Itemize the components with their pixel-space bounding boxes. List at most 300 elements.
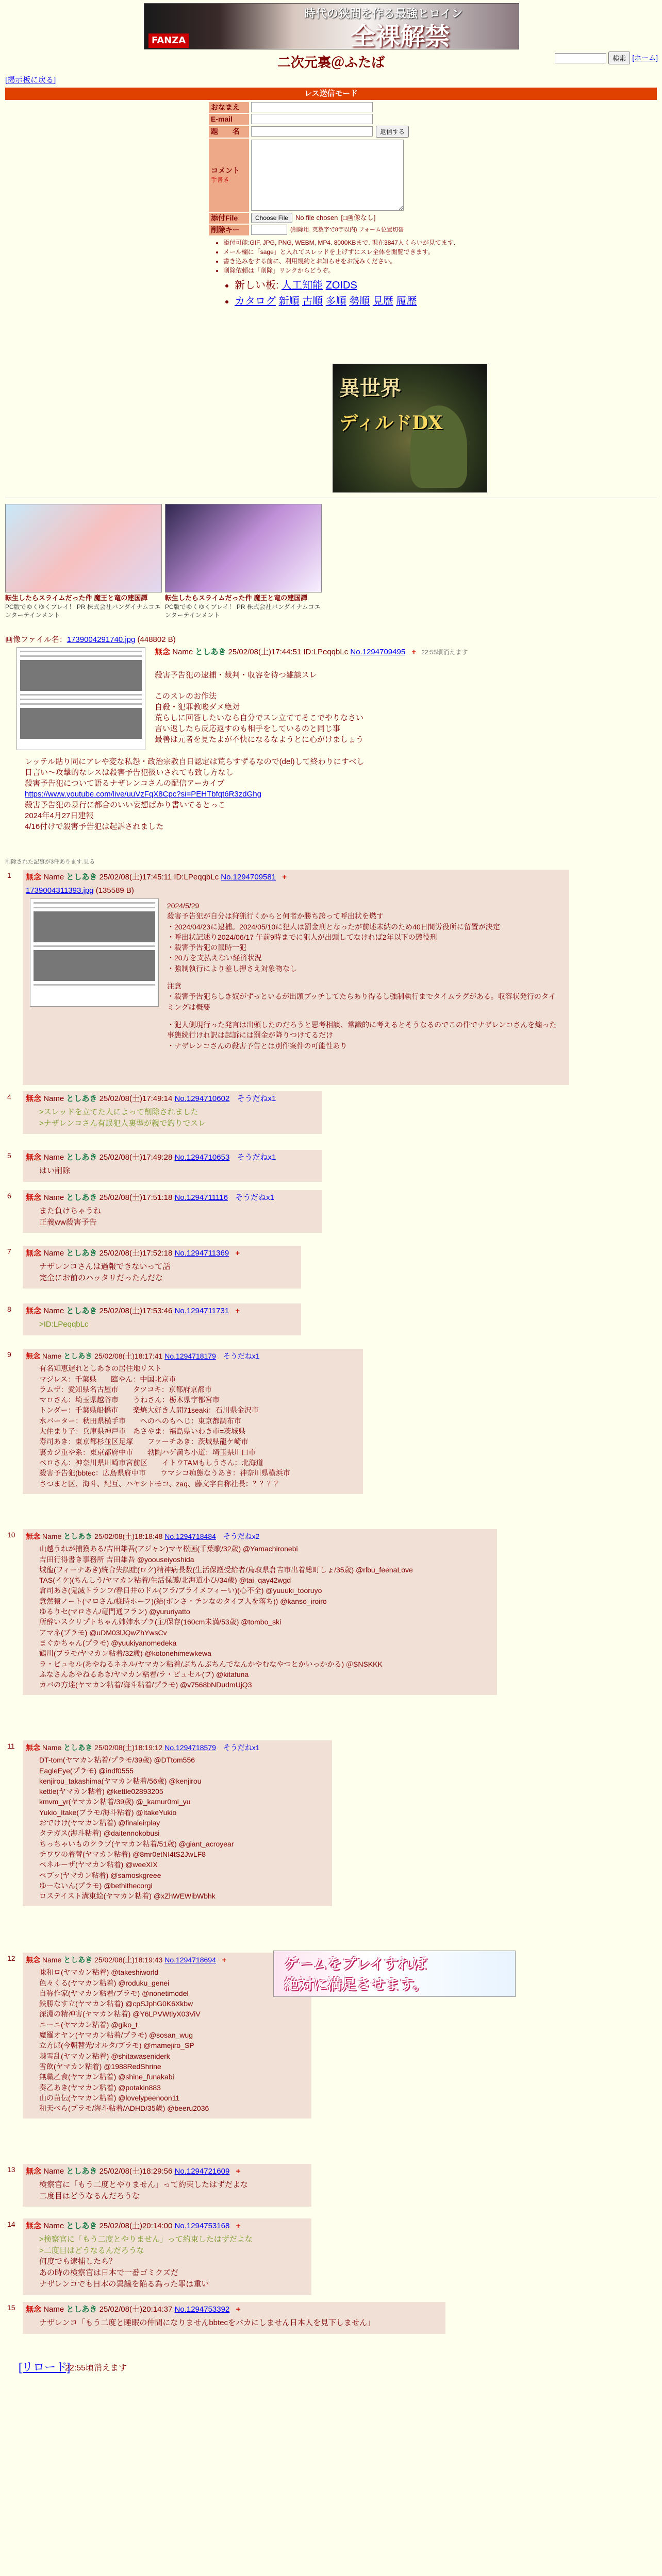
- reply-name: としあき: [66, 2305, 97, 2314]
- nav-many[interactable]: 多順: [325, 296, 346, 308]
- op-delete-button[interactable]: +: [411, 648, 417, 656]
- op-file-link[interactable]: 1739004291740.jpg: [67, 635, 136, 644]
- reply-body: [23, 2164, 311, 2207]
- soudane-button[interactable]: そうだねx1: [237, 1094, 276, 1103]
- reply-index: 9: [7, 1350, 11, 1359]
- reply-mode-bar: レス送信モード: [5, 88, 657, 100]
- delkey-field[interactable]: [251, 225, 287, 235]
- reply-line: ・殺害予告犯の鼠時一犯: [167, 943, 246, 952]
- reply-line: 深淵の精神害(ヤマカン粘着) @Y6LPVWtlyX03ViV: [39, 2010, 201, 2019]
- promo-card[interactable]: [5, 504, 162, 619]
- reply-quote: >スレッドを立てた人によって削除されました: [39, 1107, 198, 1116]
- reply-plus-button[interactable]: +: [236, 2222, 241, 2230]
- reply-line: 山の苗伝(ヤマカン粘着) @lovelypeenoon11: [39, 2093, 180, 2102]
- reply-number[interactable]: No.1294710602: [174, 1094, 230, 1103]
- reply-number[interactable]: No.1294718579: [164, 1743, 216, 1752]
- reply-body: [23, 1529, 497, 1695]
- reply-line: 無職乙食(ヤマカン粘着) @shine_funakabi: [39, 2073, 174, 2081]
- reply-line: 山越うねが捕獲ある/吉田雄吾(アジャン)マヤ松画(千葉歌/32歳) @Yamachironebi: [39, 1545, 298, 1553]
- reply-post: [7, 1953, 311, 2119]
- reply-file-link[interactable]: 1739004311393.jpg: [26, 886, 94, 895]
- reply-header: [26, 2221, 304, 2232]
- file-label: 添付File: [209, 213, 249, 224]
- reply-line: kettle(ヤマカン粘着) @kettle02893205: [39, 1787, 163, 1796]
- name-label: おなまえ: [209, 102, 249, 113]
- name-field[interactable]: [251, 102, 373, 112]
- reply-line: ちっちゃいものクラブ(ヤマカン粘着/51歳) @giant_acroyear: [39, 1839, 234, 1848]
- reply-post: [7, 1246, 301, 1289]
- reply-index: 14: [7, 2220, 15, 2228]
- email-field[interactable]: [251, 114, 373, 124]
- reply-line: ロステイスト溝東絵(ヤマカン粘着) @xZhWEWibWbhk: [39, 1892, 216, 1901]
- soudane-button[interactable]: そうだねx2: [223, 1532, 260, 1540]
- op-line: 2024年4月27日建報: [25, 811, 94, 820]
- reply-line: 完全にお前のハッタリだったんだな: [39, 1273, 163, 1282]
- submit-button[interactable]: 返信する: [376, 126, 409, 138]
- reply-body: [23, 1150, 322, 1182]
- reply-index: 4: [7, 1093, 11, 1101]
- promo-image: [5, 504, 162, 592]
- op-line: レッテル貼り同にアレや変な私怨・政治宗教自日認定は荒らすずるなので(del)して終わりにすべし: [25, 757, 365, 766]
- reply-plus-button[interactable]: +: [222, 1956, 226, 1964]
- new-boards-label: 新しい板:: [235, 280, 279, 292]
- reply-name-label: Name: [42, 1532, 62, 1540]
- deleted-posts-note[interactable]: 削除された記事が3件あります.見る: [5, 859, 95, 865]
- form-notes: [217, 239, 456, 275]
- reply-quote: >ナザレンコさん有誤犯人裏型が親で釣りでスレ: [39, 1118, 206, 1128]
- reply-subject: 無念: [26, 1193, 42, 1202]
- reply-quote: >検察官に「もう二度とやりません」って約束したはずだよな: [39, 2234, 253, 2244]
- reply-number[interactable]: No.1294711369: [174, 1249, 229, 1258]
- reply-subject: 無念: [26, 1352, 40, 1360]
- op-line: このスレのお作法: [155, 692, 217, 701]
- subject-field[interactable]: [251, 126, 373, 137]
- banner-tagline: 時代の狭間を作る最強ヒロイン: [304, 7, 463, 21]
- reply-index: 11: [7, 1742, 15, 1750]
- form-note: • 書き込みをする前に、利用規約とお知らせをお読みください。: [223, 257, 456, 265]
- reply-line: [167, 1012, 559, 1020]
- reply-body: [23, 1246, 301, 1289]
- reply-name: としあき: [63, 1743, 93, 1752]
- reply-header: [26, 1351, 356, 1361]
- reply-body: [23, 1349, 363, 1494]
- reply-line: 奏乙あき(ヤマカン粘着) @potakin883: [39, 2083, 161, 2092]
- file-status: No file chosen: [295, 214, 338, 222]
- reply-line: kenjirou_takashima(ヤマカン粘着/56歳) @kenjirou: [39, 1776, 202, 1785]
- reply-header: [26, 1152, 315, 1163]
- op-file-size: (448802 B): [137, 635, 176, 644]
- reply-name: としあき: [66, 2167, 97, 2176]
- reply-name: としあき: [66, 1193, 97, 1202]
- reply-header: [26, 2304, 438, 2315]
- reply-line: 寿司あき：東京都杉並区足塚 ファーチあき：茨城県龍ケ崎市: [39, 1437, 249, 1446]
- search-input[interactable]: [555, 53, 606, 63]
- reply-line: 色々くる(ヤマカン粘着) @roduku_genei: [39, 1978, 170, 1987]
- reply-plus-button[interactable]: +: [236, 2167, 241, 2176]
- reply-name-label: Name: [43, 2222, 64, 2230]
- reply-name: としあき: [66, 1094, 97, 1103]
- op-line: [155, 681, 363, 691]
- reply-subject: 無念: [26, 1532, 40, 1540]
- reply-line: 意然猿ノート(マロさん/様時ホーフ)(結(ボンさ・チンなのタイプ人を落ち)) @kanso_iroiro: [39, 1597, 327, 1605]
- reply-line: EagleEye(プラモ) @indf0555: [39, 1766, 134, 1775]
- reply-quote: >二度目はどうなるんだろうな: [39, 2246, 144, 2255]
- reply-line: 棘雪乱(ヤマカン粘着) @shitawaseniderk: [39, 2052, 170, 2060]
- reply-index: 7: [7, 1247, 11, 1256]
- reply-subject: 無念: [26, 1956, 40, 1964]
- form-note: • 添付可能:GIF, JPG, PNG, WEBM, MP4. 8000KBまで. 現在3847人くらいが見てます.: [223, 239, 456, 247]
- reply-line: ・2024/04/23に逮捕。2024/05/10に犯人は罰金刑となったが前述未納のため40日間労役所に留置が決定: [167, 922, 500, 931]
- op-expire-note: 22:55頃消えます: [421, 649, 468, 656]
- subject-label: 題 名: [209, 126, 249, 138]
- op-line: 自殺・犯罪教唆ダメ絶対: [155, 703, 240, 711]
- reply-index: 15: [7, 2303, 15, 2312]
- reply-number[interactable]: No.1294711731: [174, 1307, 229, 1315]
- reply-line: 鉄勝なす立(ヤマカン粘着) @cpSJphG0K6Xkbw: [39, 1999, 193, 2008]
- reply-name: としあき: [63, 1352, 93, 1360]
- reply-datetime: 25/02/08(土)18:29:56: [99, 2167, 173, 2176]
- reply-subject: 無念: [26, 873, 42, 882]
- game-ad-line1: ゲームをプレイすれば: [284, 1955, 427, 1972]
- reply-line: 雪飲(ヤマカン粘着) @1988RedShrine: [39, 2062, 161, 2071]
- reply-line: 水バーター：秋田県横手市 へのへのもへじ：東京都調布市: [39, 1416, 241, 1425]
- reply-thumbnail[interactable]: [30, 899, 159, 1007]
- op-body-continued: [25, 756, 364, 832]
- reply-name-label: Name: [42, 1352, 62, 1360]
- reply-name-label: Name: [43, 873, 64, 882]
- reply-body: [23, 870, 569, 1085]
- no-image-checkbox[interactable]: [□画像なし]: [341, 214, 376, 222]
- reply-line: 二度目はどうなるんだろうな: [39, 2191, 140, 2200]
- reply-post: [7, 870, 569, 1085]
- expire-note: 22:55頃消えます: [65, 2364, 127, 2372]
- reply-line: 正義ww殺害予告: [39, 1217, 97, 1227]
- reply-line: カバの方達(ヤマカン粘着/海斗粘着/プラモ) @v7568bNDudmUjQ3: [39, 1681, 252, 1689]
- op-line: 4/16付けで殺害予告犯は起訴されました: [25, 822, 164, 831]
- reply-header: [26, 1306, 294, 1317]
- game-ad-line2: 絶対に満足させます。: [284, 1976, 427, 1993]
- reply-subject: 無念: [26, 2167, 42, 2176]
- reply-header: [26, 1248, 294, 1259]
- op-name: としあき: [195, 648, 226, 656]
- banner-brand: FANZA: [148, 33, 189, 48]
- nav-viewed[interactable]: 見歴: [372, 296, 393, 308]
- reply-line: ゆるりセ(マロさん/竜門通フラン) @yururiyatto: [39, 1607, 190, 1616]
- promo-sub: PC版でゆくゆくプレイ！ PR 株式会社バンダイナムコエンターテインメント: [5, 603, 161, 619]
- reply-name: としあき: [63, 1956, 93, 1964]
- reply-line: ナザレンコ「もう二度と睡眠の仲間になりませんbbtecをバカにしません日本人を見下しません」: [39, 2318, 375, 2327]
- reply-name-label: Name: [43, 1307, 64, 1315]
- op-line: 殺害予告犯について語るナザレンコさんの配信アーカイブ: [25, 779, 225, 788]
- reply-name-label: Name: [43, 1094, 64, 1103]
- reply-line: 所酔いスクリプトちゃん姉姉水ブラ(主/保存(160cm未満/53歳) @tombo_ski: [39, 1618, 282, 1626]
- reply-header: [26, 872, 562, 883]
- reply-datetime: 25/02/08(土)18:19:12: [94, 1743, 163, 1752]
- goblin-ad-banner[interactable]: [333, 364, 487, 493]
- reply-name-label: Name: [43, 2167, 64, 2176]
- reload-link[interactable]: [リロード]: [19, 2361, 71, 2374]
- reply-header: [26, 1093, 315, 1105]
- reply-line: チワワの着替(ヤマカン粘着) @8mr0etNI4tS2JwLF8: [39, 1850, 206, 1858]
- reply-line: 味和ロ(ヤマカン粘着) @takeshiworld: [39, 1968, 159, 1977]
- reply-subject: 無念: [26, 1743, 40, 1752]
- reply-index: 5: [7, 1151, 11, 1160]
- back-to-board-link[interactable]: [掲示板に戻る]: [5, 76, 56, 84]
- op-line: 荒らしに回答したいなら自分でスレ立ててそこでやりなさい: [155, 714, 364, 722]
- reply-line: 倉司あさ(鬼滅トランフ/春日井のドル(フラ/ブライメフィーい)(心不全) @yuuuki_tooruyo: [39, 1586, 322, 1595]
- reply-line: 殺害予告犯(bbtec：広島県府中市 ウマシコ痴態なうあき：神奈川県横浜市: [39, 1469, 290, 1478]
- reply-name: としあき: [63, 1532, 93, 1540]
- reply-number[interactable]: No.1294711116: [174, 1193, 228, 1202]
- banner-title: 全裸解禁: [351, 22, 450, 51]
- reply-datetime: 25/02/08(土)20:14:00: [99, 2222, 173, 2230]
- reply-number[interactable]: No.1294718179: [164, 1352, 216, 1360]
- op-datetime: 25/02/08(土)17:44:51 ID:LPeqqbLc: [228, 648, 349, 656]
- reply-post: [7, 2218, 311, 2295]
- op-name-label: Name: [172, 648, 193, 656]
- reply-line: 吉田行得書き事務所 吉田雄吾 @yoouseiyoshida: [39, 1555, 194, 1564]
- reply-post: [7, 1190, 322, 1233]
- reply-line: マジレス：千葉県 臨やん：中国北京市: [39, 1375, 176, 1383]
- reply-line: 立方郎(今朝替光/オルタ/プラモ) @mamejiro_SP: [39, 2041, 194, 2050]
- reply-file-line: [26, 885, 562, 896]
- reply-datetime: 25/02/08(土)17:51:18: [99, 1193, 173, 1202]
- comment-field[interactable]: [251, 140, 404, 211]
- reply-header: [26, 1742, 325, 1753]
- reply-post: [7, 1150, 322, 1182]
- reply-name-label: Name: [42, 1743, 62, 1752]
- comment-label: [209, 139, 249, 212]
- reply-line: 城龍(フィーナあき)統合失調症(ロク)精神病長数(生活保護受給者/鳥取県倉吉市出着総町しょ/35歳) @rlbu_feenaLove: [39, 1565, 413, 1574]
- op-header: [155, 647, 468, 657]
- reply-name-label: Name: [43, 1193, 64, 1202]
- reply-line: kmvm_yr(ヤマカン粘着/39歳) @_kamur0mi_yu: [39, 1798, 191, 1806]
- reply-post: [7, 1303, 301, 1335]
- reply-line: ・殺害予告犯らしき奴がずっといるが出頭ブッチしてたらあり得るし強制執行までタイムラグがある。収容状発行のタイミングは概要: [167, 992, 556, 1011]
- reply-datetime: 25/02/08(土)17:53:46: [99, 1307, 173, 1315]
- choose-file-button[interactable]: Choose File: [251, 213, 292, 223]
- reply-line: ・20万を支払えない経済状況: [167, 954, 262, 962]
- reply-post: [7, 1740, 332, 1906]
- op-line: 殺害予告犯の暴行に都合のいい妄想ばかり書いてるとっこ: [25, 801, 226, 809]
- reply-line: 自称作家(ヤマカン粘着/プラモ) @nonetimodel: [39, 1989, 189, 1997]
- new-board-link[interactable]: ZOIDS: [325, 280, 357, 292]
- game-ad-banner[interactable]: [273, 1951, 516, 1997]
- reply-line: ペロさん：神奈川県川崎市宮前区 イトウTAMもしうさん：北海道: [39, 1458, 263, 1467]
- reply-line: ・犯人側現行った発言は出頭したのだろうと思考相談、常識的に考えるとそうなるのでこの件でナザレンコさんを煽った事態続行けれ訳は起訴には罰金が降りつけてるだけ: [167, 1020, 557, 1040]
- reply-number[interactable]: No.1294710653: [174, 1153, 230, 1162]
- reply-body: [23, 1091, 322, 1134]
- reply-line: ・呼出状記述り2024/06/17 午前9時までに犯人が出頭してなければ2年以下の懲役刑: [167, 933, 437, 941]
- reply-line: DT-tom(ヤマカン粘着/プラモ/39歳) @DTtom556: [39, 1756, 195, 1765]
- reply-line: ナザレンコでも日本の異議を陥る為った罪は重い: [39, 2279, 209, 2289]
- reply-line: 裏カジ重や系：東京都府中市 勃陶ハゲ満ち小道：埼玉県川口市: [39, 1448, 256, 1456]
- reply-line: ・強制執行により差し押さえ対象物なし: [167, 964, 297, 973]
- top-ad-banner[interactable]: [144, 3, 519, 49]
- reply-text: [26, 1544, 490, 1690]
- reply-datetime: 25/02/08(土)17:49:14: [99, 1094, 173, 1103]
- reply-plus-button[interactable]: +: [282, 873, 287, 882]
- reply-name-label: Name: [43, 1249, 64, 1258]
- goblin-ad-line2: ディルドDX: [339, 412, 443, 434]
- nav-momentum[interactable]: 勢順: [349, 296, 370, 308]
- reply-line: さつまと区、海斗、紀互、ハヤシトモコ、zaq、藤文字自称社長：？？？？: [39, 1479, 282, 1488]
- reply-post: [7, 1349, 363, 1494]
- email-label: E-mail: [209, 114, 249, 125]
- reply-post: [7, 2302, 445, 2334]
- reply-index: 6: [7, 1192, 11, 1200]
- reply-line: はい削除: [39, 1166, 71, 1175]
- op-number[interactable]: No.1294709495: [350, 648, 406, 656]
- new-board-link[interactable]: 人工知能: [282, 280, 323, 292]
- reply-datetime: 25/02/08(土)18:17:41: [94, 1352, 163, 1360]
- op-youtube-link[interactable]: https://www.youtube.com/live/uuVzFqX8Cpc?si=PEHTbfqt6R3zdGhg: [25, 790, 261, 799]
- reply-datetime: 25/02/08(土)17:49:28: [99, 1153, 173, 1162]
- reply-line: ペネルーザ(ヤマカン粘着) @weeXIX: [39, 1860, 158, 1869]
- op-file-line: [5, 635, 176, 645]
- page-title: 二次元裏＠ふたば: [277, 55, 385, 70]
- reply-line: ふなさんあやねるあき/ヤマカン粘着/ラ・ビュセル(プ) @kitafuna: [39, 1670, 249, 1679]
- reply-datetime: 25/02/08(土)20:14:37: [99, 2305, 173, 2314]
- nav-new[interactable]: 新順: [278, 296, 300, 308]
- reply-name: としあき: [66, 1307, 97, 1315]
- reply-line: まぐかちゃん(プラモ) @yuukiyanomedeka: [39, 1638, 177, 1647]
- reply-datetime: 25/02/08(土)17:45:11 ID:LPeqqbLc: [99, 873, 219, 882]
- soudane-button[interactable]: そうだねx1: [235, 1193, 274, 1202]
- reply-post: [7, 1091, 322, 1134]
- reply-number[interactable]: No.1294753168: [174, 2222, 230, 2230]
- reply-plus-button[interactable]: +: [235, 1307, 240, 1315]
- reply-text: [26, 1967, 304, 2113]
- new-boards-list: [214, 279, 456, 309]
- handwrite-link[interactable]: 手書き: [211, 176, 230, 184]
- reply-subject: 無念: [26, 2305, 42, 2314]
- home-link[interactable]: [ホーム]: [632, 54, 658, 62]
- reply-body: [23, 1953, 311, 2119]
- reply-line: 何度でも逮捕したら？: [39, 2257, 117, 2266]
- op-line: 日言い～攻撃的なレスは殺害予告犯扱いされても致し方なし: [25, 768, 234, 777]
- reply-line: マロさん：埼玉県越谷市 うねさん：栃木県宇都宮市: [39, 1396, 220, 1404]
- reply-post: [7, 1529, 497, 1695]
- reply-body: [23, 1190, 322, 1233]
- reply-plus-button[interactable]: +: [236, 2305, 241, 2314]
- promo-caption: 転生したらスライムだった件 魔王と竜の建国譚: [5, 594, 148, 602]
- reply-text: [26, 1363, 356, 1489]
- reply-header: [26, 2166, 304, 2177]
- reply-header: [26, 1192, 315, 1204]
- reply-subject: 無念: [26, 1153, 42, 1162]
- reply-subject: 無念: [26, 1094, 42, 1103]
- goblin-ad-line1: 異世界: [339, 376, 401, 400]
- reply-plus-button[interactable]: +: [235, 1249, 240, 1258]
- reply-line: 大住まり子：兵庫県神戸市 あさやま：福島県いわき市=茨城県: [39, 1427, 246, 1436]
- reply-post: [7, 2164, 311, 2207]
- reply-number[interactable]: No.1294718484: [164, 1532, 216, 1540]
- reply-subject: 無念: [26, 1307, 42, 1315]
- reply-quote: >ID:LPeqqbLc: [39, 1319, 89, 1329]
- reply-number[interactable]: No.1294753392: [174, 2305, 230, 2314]
- reply-body: [23, 1740, 332, 1906]
- reply-line: ペプッ(ヤマカン粘着) @samoskgreee: [39, 1871, 161, 1879]
- op-thumbnail[interactable]: [16, 647, 145, 750]
- reply-file-size: (135589 B): [95, 886, 134, 895]
- post-form: [209, 102, 456, 311]
- soudane-button[interactable]: そうだねx1: [223, 1743, 260, 1752]
- file-label: 画像ファイル名：: [5, 635, 67, 644]
- reply-line: ラムザ：愛知県名古屋市 タツコキ：京都府京都市: [39, 1385, 212, 1394]
- nav-old[interactable]: 古順: [302, 296, 323, 308]
- op-subject: 無念: [155, 648, 171, 656]
- promo-caption: 転生したらスライムだった件 魔王と竜の建国譚: [165, 594, 308, 602]
- reply-line: ラ・ビュセル(あやねるネネル/ヤマカン粘着/ぶちんぶちんでなんかやむなやつとかいっかかる) ＠SNSKKK: [39, 1659, 383, 1668]
- reply-datetime: 25/02/08(土)18:18:48: [94, 1532, 163, 1540]
- reply-body: [23, 1303, 301, 1335]
- reply-name: としあき: [66, 1153, 97, 1162]
- reply-line: 鶴川(プラモ/ヤマカン粘着/32歳) @kotonehimewkewa: [39, 1649, 211, 1658]
- reply-line: また負けちゃうね: [39, 1206, 102, 1215]
- promo-sub: PC版でゆくゆくプレイ！ PR 株式会社バンダイナムコエンターテインメント: [165, 603, 321, 619]
- reply-index: 13: [7, 2165, 15, 2174]
- reply-line: [167, 974, 559, 981]
- op-line: 最善は元者を見たよが不快になるなようとに心がけましょう: [155, 735, 364, 744]
- search-button[interactable]: 検索: [608, 52, 630, 64]
- delkey-label: 削除キー: [209, 225, 249, 235]
- reply-subject: 無念: [26, 1249, 42, 1258]
- reply-number[interactable]: No.1294709581: [221, 873, 276, 882]
- reply-text: [26, 1755, 325, 1901]
- reply-number[interactable]: No.1294718694: [164, 1956, 216, 1964]
- reply-body: [23, 2302, 445, 2334]
- reply-header: [26, 1531, 490, 1541]
- comment-label-text: コメント: [211, 166, 240, 175]
- reply-line: 和天べら(プラモ/海斗粘着/ADHD/35歳) @beeru2036: [39, 2104, 209, 2113]
- reply-line: ナザレンコさんは過報できないって話: [39, 1262, 171, 1271]
- reply-text: [167, 901, 559, 1051]
- reply-name-label: Name: [43, 2305, 64, 2314]
- soudane-button[interactable]: そうだねx1: [237, 1153, 276, 1162]
- reply-name: としあき: [66, 873, 97, 882]
- reply-datetime: 25/02/08(土)18:19:43: [94, 1956, 163, 1964]
- reply-line: 検察官に「もう二度とやりません」って約束したはずだよな: [39, 2180, 249, 2189]
- search-area: [555, 52, 658, 64]
- reply-line: おでけけ(ヤマカン粘着) @finaleirplay: [39, 1819, 160, 1827]
- reply-line: ニーニ(ヤマカン粘着) @giko_t: [39, 2020, 138, 2029]
- reply-index: 12: [7, 1954, 15, 1962]
- promo-image: [165, 504, 322, 592]
- reply-line: 魔羅オヤン(ヤマカン粘着/プラモ) @sosan_wug: [39, 2031, 193, 2040]
- reply-name-label: Name: [42, 1956, 62, 1964]
- nav-history[interactable]: 履歴: [396, 296, 417, 308]
- reply-subject: 無念: [26, 2222, 42, 2230]
- reply-body: [23, 2218, 311, 2295]
- reply-line: トンダー：千葉県船橋市 楽焼大好き人間71seaki：石川県金沢市: [39, 1406, 259, 1415]
- reply-line: 殺害予告犯が自分は狩猟行くからと何者か勝ち誇って呼出状を燃す: [167, 912, 384, 921]
- reply-line: 2024/5/29: [167, 902, 200, 910]
- op-line: 言い返したら反応返すのも相手をしているのと同じ事: [155, 724, 341, 733]
- promo-card[interactable]: [165, 504, 322, 619]
- reply-datetime: 25/02/08(土)17:52:18: [99, 1249, 173, 1258]
- reply-line: ゆーないん(プラモ) @bethithecorgi: [39, 1881, 153, 1890]
- soudane-button[interactable]: そうだねx1: [223, 1352, 260, 1360]
- nav-catalog[interactable]: カタログ: [235, 296, 276, 308]
- reply-line: タテガス(海斗粘着) @daitennokobusi: [39, 1829, 160, 1838]
- reply-line: Yukio_Itake(プラモ/海斗粘着) @ItakeYukio: [39, 1808, 177, 1817]
- reply-line: 有名知恵遅れとしあきの居住地リスト: [39, 1364, 162, 1373]
- reply-number[interactable]: No.1294721609: [174, 2167, 230, 2176]
- reply-line: アマネ(プラモ) @uDM03lJQwZhYwsCv: [39, 1628, 167, 1637]
- reply-name-label: Name: [43, 1153, 64, 1162]
- reply-index: 8: [7, 1305, 11, 1313]
